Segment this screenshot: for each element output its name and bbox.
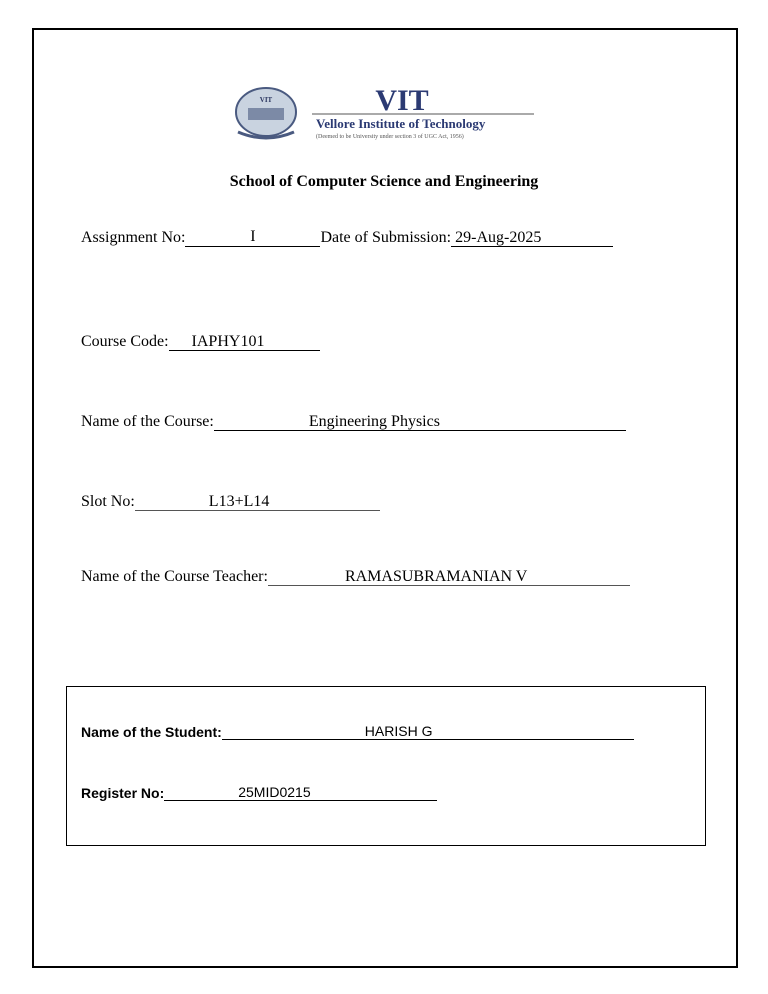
teacher-row [81,568,630,588]
course-name-row [81,413,626,433]
course-name-label: Name of the Course: [81,413,214,430]
student-name-label: Name of the Student: [81,724,222,740]
slot-value: L13+L14 [135,493,380,511]
course-code-value: IAPHY101 [169,333,320,351]
svg-text:VIT: VIT [259,96,273,104]
student-name-row [81,722,634,742]
course-name-value: Engineering Physics [214,413,626,431]
school-title: School of Computer Science and Engineering [229,173,539,190]
assignment-no-label: Assignment No: [81,229,186,246]
student-info-box [66,686,706,846]
register-no-label: Register No: [81,785,165,801]
register-no-value: 25MID0215 [164,783,437,801]
slot-label: Slot No: [81,493,135,510]
vit-logo [234,84,546,144]
register-row [81,783,437,803]
date-value: 29-Aug-2025 [451,229,613,247]
svg-text:(Deemed to be University under: (Deemed to be University under section 3 of UGC Act, 1956) [316,134,464,140]
assignment-row [81,228,613,248]
course-code-row [81,333,320,353]
student-name-value: HARISH G [222,722,634,740]
assignment-no-value: I [185,228,320,247]
date-label: Date of Submission: [320,229,452,246]
course-code-label: Course Code: [81,333,169,350]
teacher-label: Name of the Course Teacher: [81,568,268,585]
svg-text:VIT: VIT [375,84,429,117]
teacher-value: RAMASUBRAMANIAN V [268,568,630,586]
svg-text:Vellore Institute of Technolog: Vellore Institute of Technology [316,116,486,131]
slot-row [81,493,380,513]
